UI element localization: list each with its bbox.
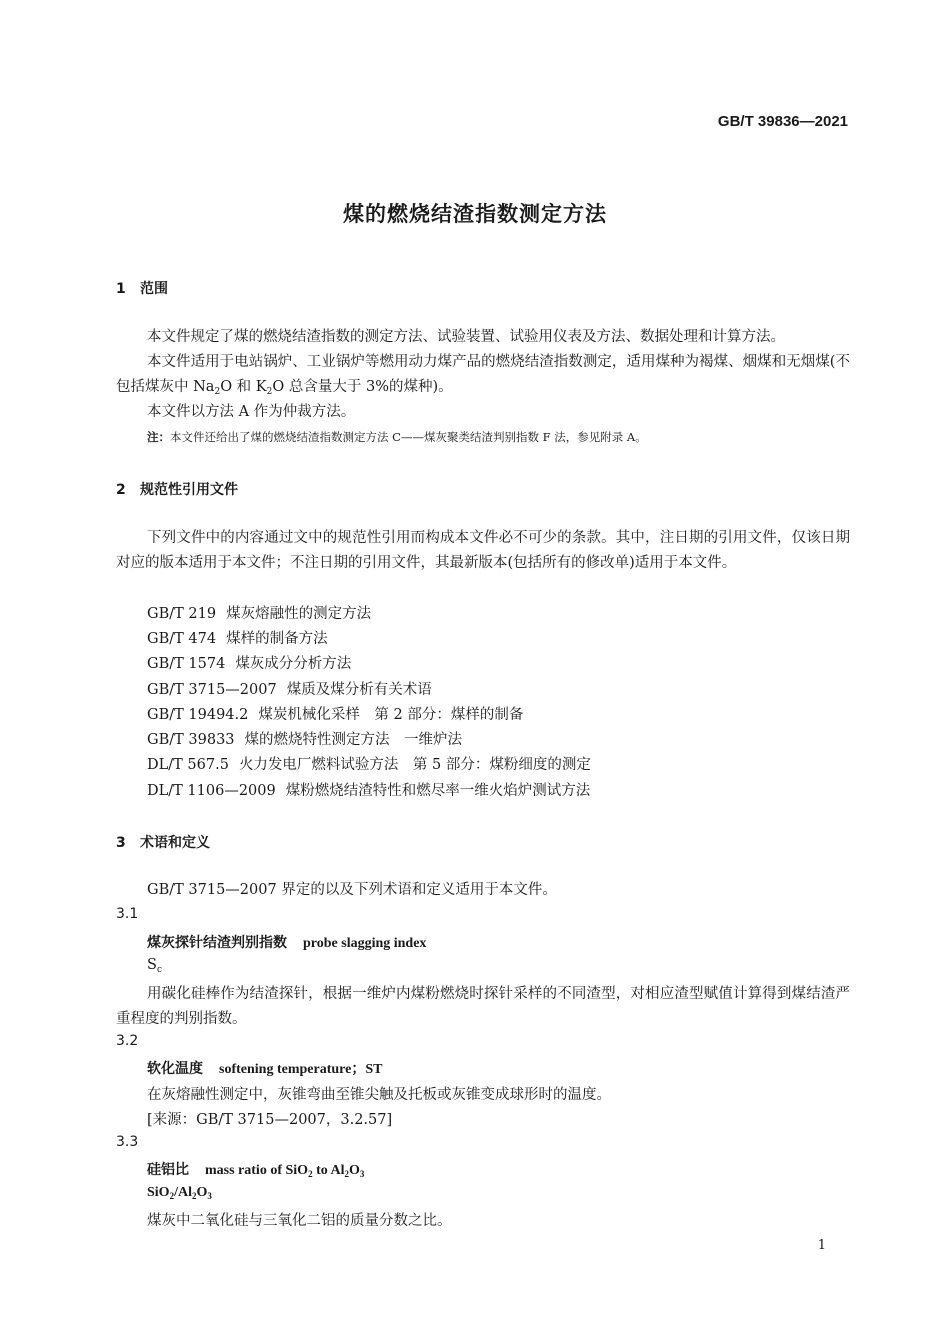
reference-title: 煤质及煤分析有关术语 <box>286 682 432 698</box>
reference-code: GB/T 219 <box>147 606 217 622</box>
reference-title: 煤炭机械化采样 第 2 部分：煤样的制备 <box>258 707 524 723</box>
scope-paragraph-1: 本文件规定了煤的燃烧结渣指数的测定方法、试验装置、试验用仪表及方法、数据处理和计算方法。 <box>147 329 785 345</box>
term-zh: 煤灰探针结渣判别指数 <box>147 935 287 951</box>
term-zh: 硅铝比 <box>147 1162 189 1178</box>
note-text: 本文件还给出了煤的燃烧结渣指数测定方法 C——煤灰聚类结渣判别指数 F 法，参见附录 A。 <box>170 430 647 444</box>
text-span: 本文件适用于电站锅炉、工业锅炉等燃用动力煤产品的燃烧结渣指数测定，适用煤种为褐煤、烟煤和无烟煤(不包括煤灰中 Na <box>116 354 850 395</box>
term-number: 3.1 <box>116 906 139 922</box>
term-en: softening temperature；ST <box>219 1062 383 1077</box>
term-symbol <box>147 957 162 975</box>
term-definition: 煤灰中二氧化硅与三氧化二铝的质量分数之比。 <box>147 1213 452 1229</box>
reference-code: GB/T 1574 <box>147 656 226 672</box>
reference-item <box>147 678 432 699</box>
reference-code: GB/T 39833 <box>147 732 235 748</box>
reference-item <box>147 728 462 749</box>
term-symbol <box>147 1184 212 1201</box>
term-heading <box>147 1159 364 1179</box>
reference-code: GB/T 474 <box>147 631 217 647</box>
section-title: 范围 <box>140 281 168 297</box>
reference-item <box>147 602 371 623</box>
note-label: 注： <box>147 430 170 444</box>
reference-item <box>147 627 328 648</box>
symbol-text: S <box>147 957 157 973</box>
reference-title: 煤灰熔融性的测定方法 <box>226 606 372 622</box>
reference-item <box>147 652 351 673</box>
text-span: to Al <box>312 1163 345 1178</box>
reference-code: DL/T 1106—2009 <box>147 783 276 799</box>
subscript: 2 <box>214 387 221 397</box>
symbol-text <box>147 1185 212 1200</box>
subscript: 2 <box>266 387 273 397</box>
section-number: 2 <box>116 482 126 498</box>
reference-code: DL/T 567.5 <box>147 757 229 773</box>
document-title: 煤的燃烧结渣指数测定方法 <box>343 202 607 226</box>
reference-title: 煤灰成分分析方法 <box>235 656 352 672</box>
text-span: O <box>196 1185 208 1200</box>
section-title: 规范性引用文件 <box>140 482 238 498</box>
reference-item <box>147 753 591 774</box>
term-en: probe slagging index <box>303 936 427 951</box>
section-1-heading <box>116 278 168 298</box>
subscript: 2 <box>191 1191 197 1201</box>
subscript: 3 <box>207 1191 212 1201</box>
subscript: 3 <box>359 1169 365 1179</box>
reference-code: GB/T 19494.2 <box>147 707 249 723</box>
term-heading <box>147 1058 382 1078</box>
page-number: 1 <box>817 1238 826 1253</box>
text-span: O 和 K <box>220 379 267 395</box>
subscript: c <box>156 965 162 975</box>
section-number: 1 <box>116 281 126 297</box>
reference-title: 煤粉燃烧结渣特性和燃尽率一维火焰炉测试方法 <box>285 783 591 799</box>
section-title: 术语和定义 <box>140 835 210 851</box>
terms-intro: GB/T 3715—2007 界定的以及下列术语和定义适用于本文件。 <box>147 882 557 898</box>
subscript: 2 <box>169 1191 175 1201</box>
term-number: 3.2 <box>116 1033 139 1049</box>
subscript: 2 <box>344 1169 349 1179</box>
subscript: 2 <box>308 1169 313 1179</box>
reference-title: 煤样的制备方法 <box>226 631 328 647</box>
text-span: mass ratio of SiO <box>205 1163 309 1178</box>
scope-note <box>147 429 647 445</box>
reference-title: 火力发电厂燃料试验方法 第 5 部分：煤粉细度的测定 <box>238 757 591 773</box>
reference-code: GB/T 3715—2007 <box>147 682 277 698</box>
term-zh: 软化温度 <box>147 1061 203 1077</box>
section-2-heading <box>116 479 238 499</box>
reference-title: 煤的燃烧特性测定方法 一维炉法 <box>244 732 463 748</box>
text-span: O <box>348 1163 360 1178</box>
references-intro: 下列文件中的内容通过文中的规范性引用而构成本文件必不可少的条款。其中，注日期的引用文件，仅该日期对应的版本适用于本文件；不注日期的引用文件，其最新版本(包括所有的修改单)适用于本文件。 <box>116 530 850 571</box>
term-definition: 用碳化硅棒作为结渣探针，根据一维炉内煤粉燃烧时探针采样的不同渣型，对相应渣型赋值计算得到煤结渣严重程度的判别指数。 <box>116 986 850 1027</box>
scope-paragraph-3: 本文件以方法 A 作为仲裁方法。 <box>147 404 356 420</box>
term-number: 3.3 <box>116 1134 139 1150</box>
text-span: SiO <box>147 1185 170 1200</box>
text-span: /Al <box>174 1185 192 1200</box>
scope-paragraph-2 <box>116 350 850 405</box>
term-definition: 在灰熔融性测定中，灰锥弯曲至锥尖触及托板或灰锥变成球形时的温度。 <box>147 1087 611 1103</box>
standard-number: GB/T 39836—2021 <box>717 113 848 130</box>
reference-item <box>147 779 590 800</box>
text-span: O 总含量大于 3%的煤种)。 <box>272 379 453 395</box>
term-en <box>205 1163 364 1178</box>
term-heading <box>147 932 426 952</box>
section-number: 3 <box>116 835 126 851</box>
term-source: [来源：GB/T 3715—2007，3.2.57] <box>147 1112 393 1128</box>
section-3-heading <box>116 832 210 852</box>
reference-item <box>147 703 523 724</box>
